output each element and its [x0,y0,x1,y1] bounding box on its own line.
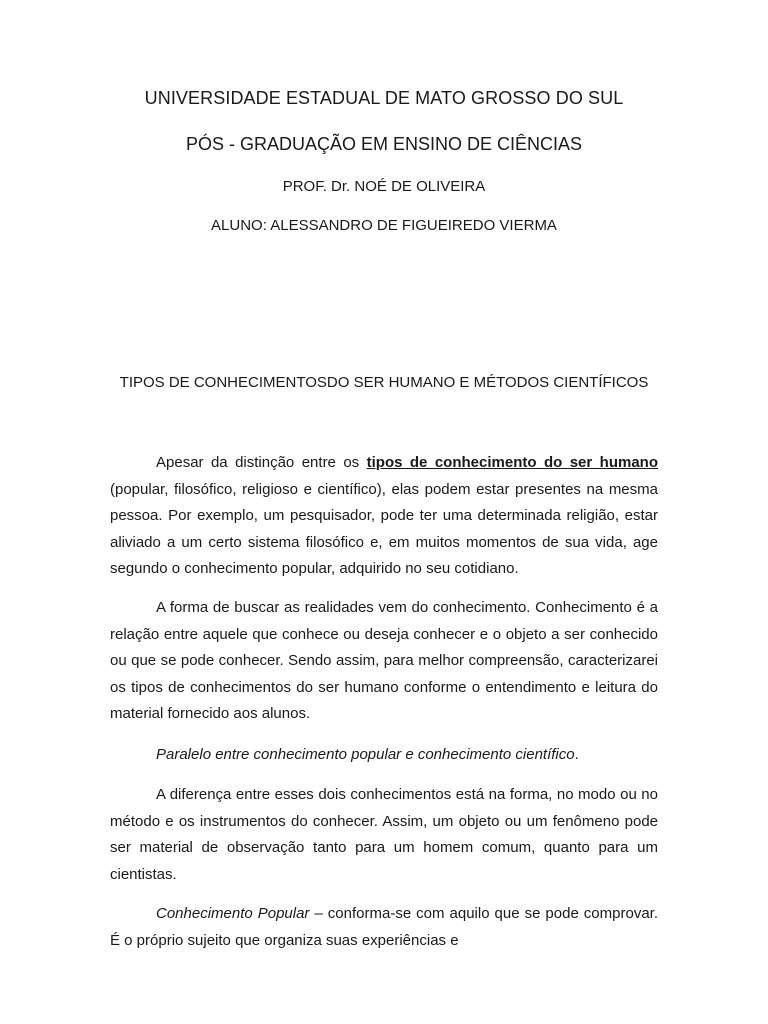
paragraph-1-body: (popular, filosófico, religioso e científico), elas podem estar presentes na mesma pessoa. Por exemplo, um pesquisador, pode ter uma determinada religião, estar aliviado a um certo sistema filosófico e, em muitos momentos de sua vida, age segundo o conhecimento popular, adquirido no seu cotidiano. [110,480,658,577]
paragraph-5 [110,901,658,954]
paragraph-1-emphasis: tipos de conhecimento do ser humano [366,454,658,471]
university-heading: UNIVERSIDADE ESTADUAL DE MATO GROSSO DO SUL [144,88,624,108]
subheading-italic: Paralelo entre conhecimento popular e conhecimento científico [156,746,575,763]
paragraph-3-subheading [110,742,658,769]
paragraph-2: A forma de buscar as realidades vem do conhecimento. Conhecimento é a relação entre aquele que conhece ou deseja conhecer e o objeto a ser conhecido ou que se pode conhecer. Sendo assim, para melhor compreensão, caracterizarei os tipos de conhecimentos do ser humano conforme o entendimento e leitura do material fornecido aos alunos. [110,599,658,722]
subheading-period: . [574,746,579,763]
professor-line: PROF. Dr. NOÉ DE OLIVEIRA [282,178,486,195]
paragraph-1-lead: Apesar da distinção entre os [156,454,367,471]
document-title: TIPOS DE CONHECIMENTOSDO SER HUMANO E MÉTODOS CIENTÍFICOS [119,374,649,391]
student-line: ALUNO: ALESSANDRO DE FIGUEIREDO VIERMA [211,217,557,234]
paragraph-5-body: – conforma-se com aquilo que se pode comprovar. É o próprio sujeito que organiza suas experiências e [110,905,658,949]
program-heading: PÓS - GRADUAÇÃO EM ENSINO DE CIÊNCIAS [185,134,583,154]
paragraph-1 [110,450,658,583]
paragraph-5-term: Conhecimento Popular [156,905,310,922]
paragraph-4: A diferença entre esses dois conhecimentos está na forma, no modo ou no método e os instrumentos do conhecer. Assim, um objeto ou um fenômeno pode ser material de observação tanto para um homem comum, quanto para um cientistas. [110,786,658,883]
